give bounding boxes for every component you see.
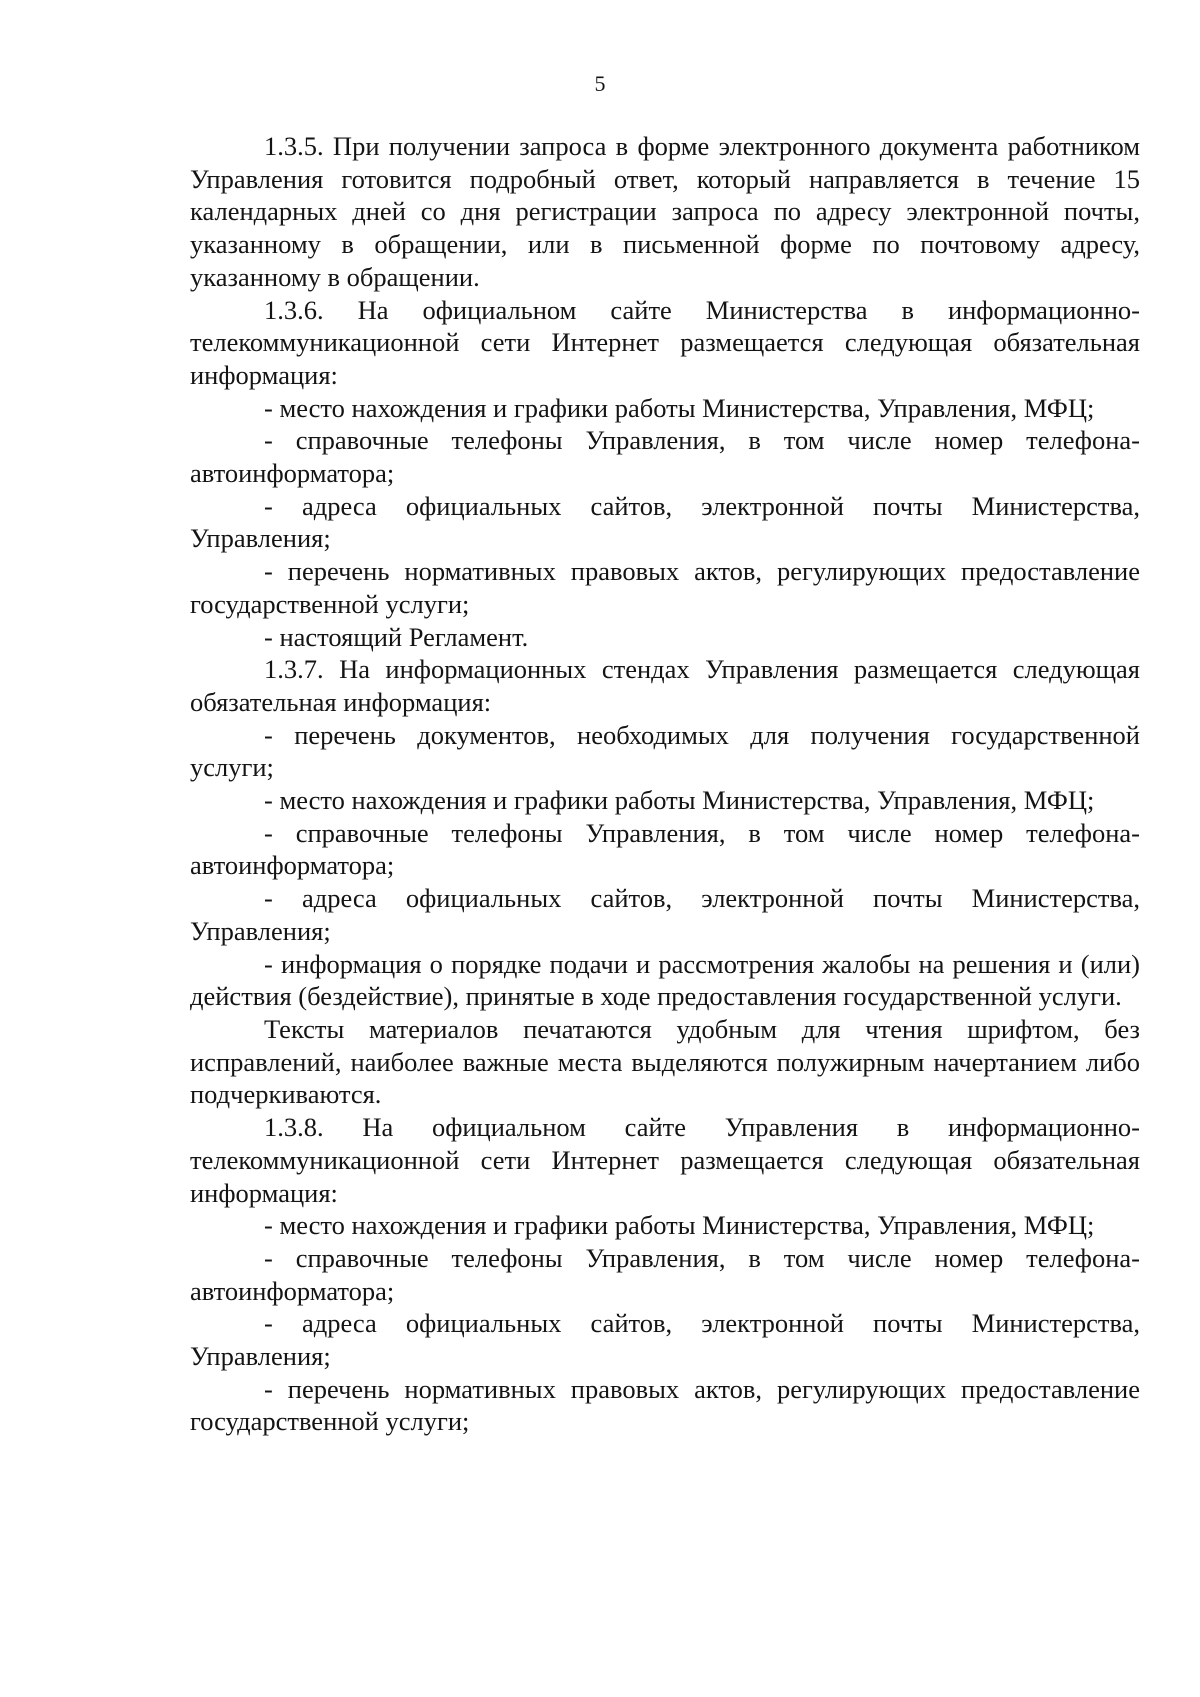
list-item: - адреса официальных сайтов, электронной почты Министерства, Управления; (190, 1308, 1140, 1372)
list-item: - настоящий Регламент. (264, 621, 529, 652)
paragraph-texts-note: Тексты материалов печатаются удобным для чтения шрифтом, без исправлений, наиболее важные места выделяются полужирным начертанием либо подчеркиваются. (190, 1013, 1140, 1110)
paragraph-1-3-6: 1.3.6. На официальном сайте Министерства в информационно-телекоммуникационной сети Интернет размещается следующая обязательная информация: (190, 294, 1140, 390)
page-number: 5 (594, 71, 606, 96)
paragraph-1-3-5: 1.3.5. При получении запроса в форме электронного документа работником Управления готовится подробный ответ, который направляется в течение 15 календарных дней со дня регистрации запроса по адресу электронной почты, указанному в обращении, или в письменной форме по почтовому адресу, указанному в обращении. (190, 131, 1140, 292)
list-item: - справочные телефоны Управления, в том числе номер телефона-автоинформатора; (190, 817, 1140, 881)
list-item: - адреса официальных сайтов, электронной почты Министерства, Управления; (190, 883, 1140, 946)
list-item: - адреса официальных сайтов, электронной почты Министерства, Управления; (190, 490, 1140, 554)
list-item: - перечень нормативных правовых актов, регулирующих предоставление государственной услуги; (190, 1373, 1140, 1437)
list-item: - информация о порядке подачи и рассмотрения жалобы на решения и (или) действия (бездействие), принятые в ходе предоставления государственной услуги. (190, 948, 1140, 1012)
list-item: - место нахождения и графики работы Министерства, Управления, МФЦ; (264, 785, 1095, 816)
paragraph-1-3-8: 1.3.8. На официальном сайте Управления в информационно-телекоммуникационной сети Интернет размещается следующая обязательная информация: (190, 1112, 1140, 1208)
list-item: - место нахождения и графики работы Министерства, Управления, МФЦ; (264, 392, 1095, 423)
document-body (190, 130, 1140, 1438)
list-item: - перечень нормативных правовых актов, регулирующих предоставление государственной услуги; (190, 556, 1140, 619)
list-item: - место нахождения и графики работы Министерства, Управления, МФЦ; (264, 1210, 1095, 1241)
list-item: - справочные телефоны Управления, в том числе номер телефона-автоинформатора; (190, 425, 1140, 489)
paragraph-1-3-7: 1.3.7. На информационных стендах Управления размещается следующая обязательная информация: (190, 654, 1140, 717)
list-item: - перечень документов, необходимых для получения государственной услуги; (190, 719, 1140, 783)
list-item: - справочные телефоны Управления, в том числе номер телефона-автоинформатора; (190, 1242, 1140, 1306)
